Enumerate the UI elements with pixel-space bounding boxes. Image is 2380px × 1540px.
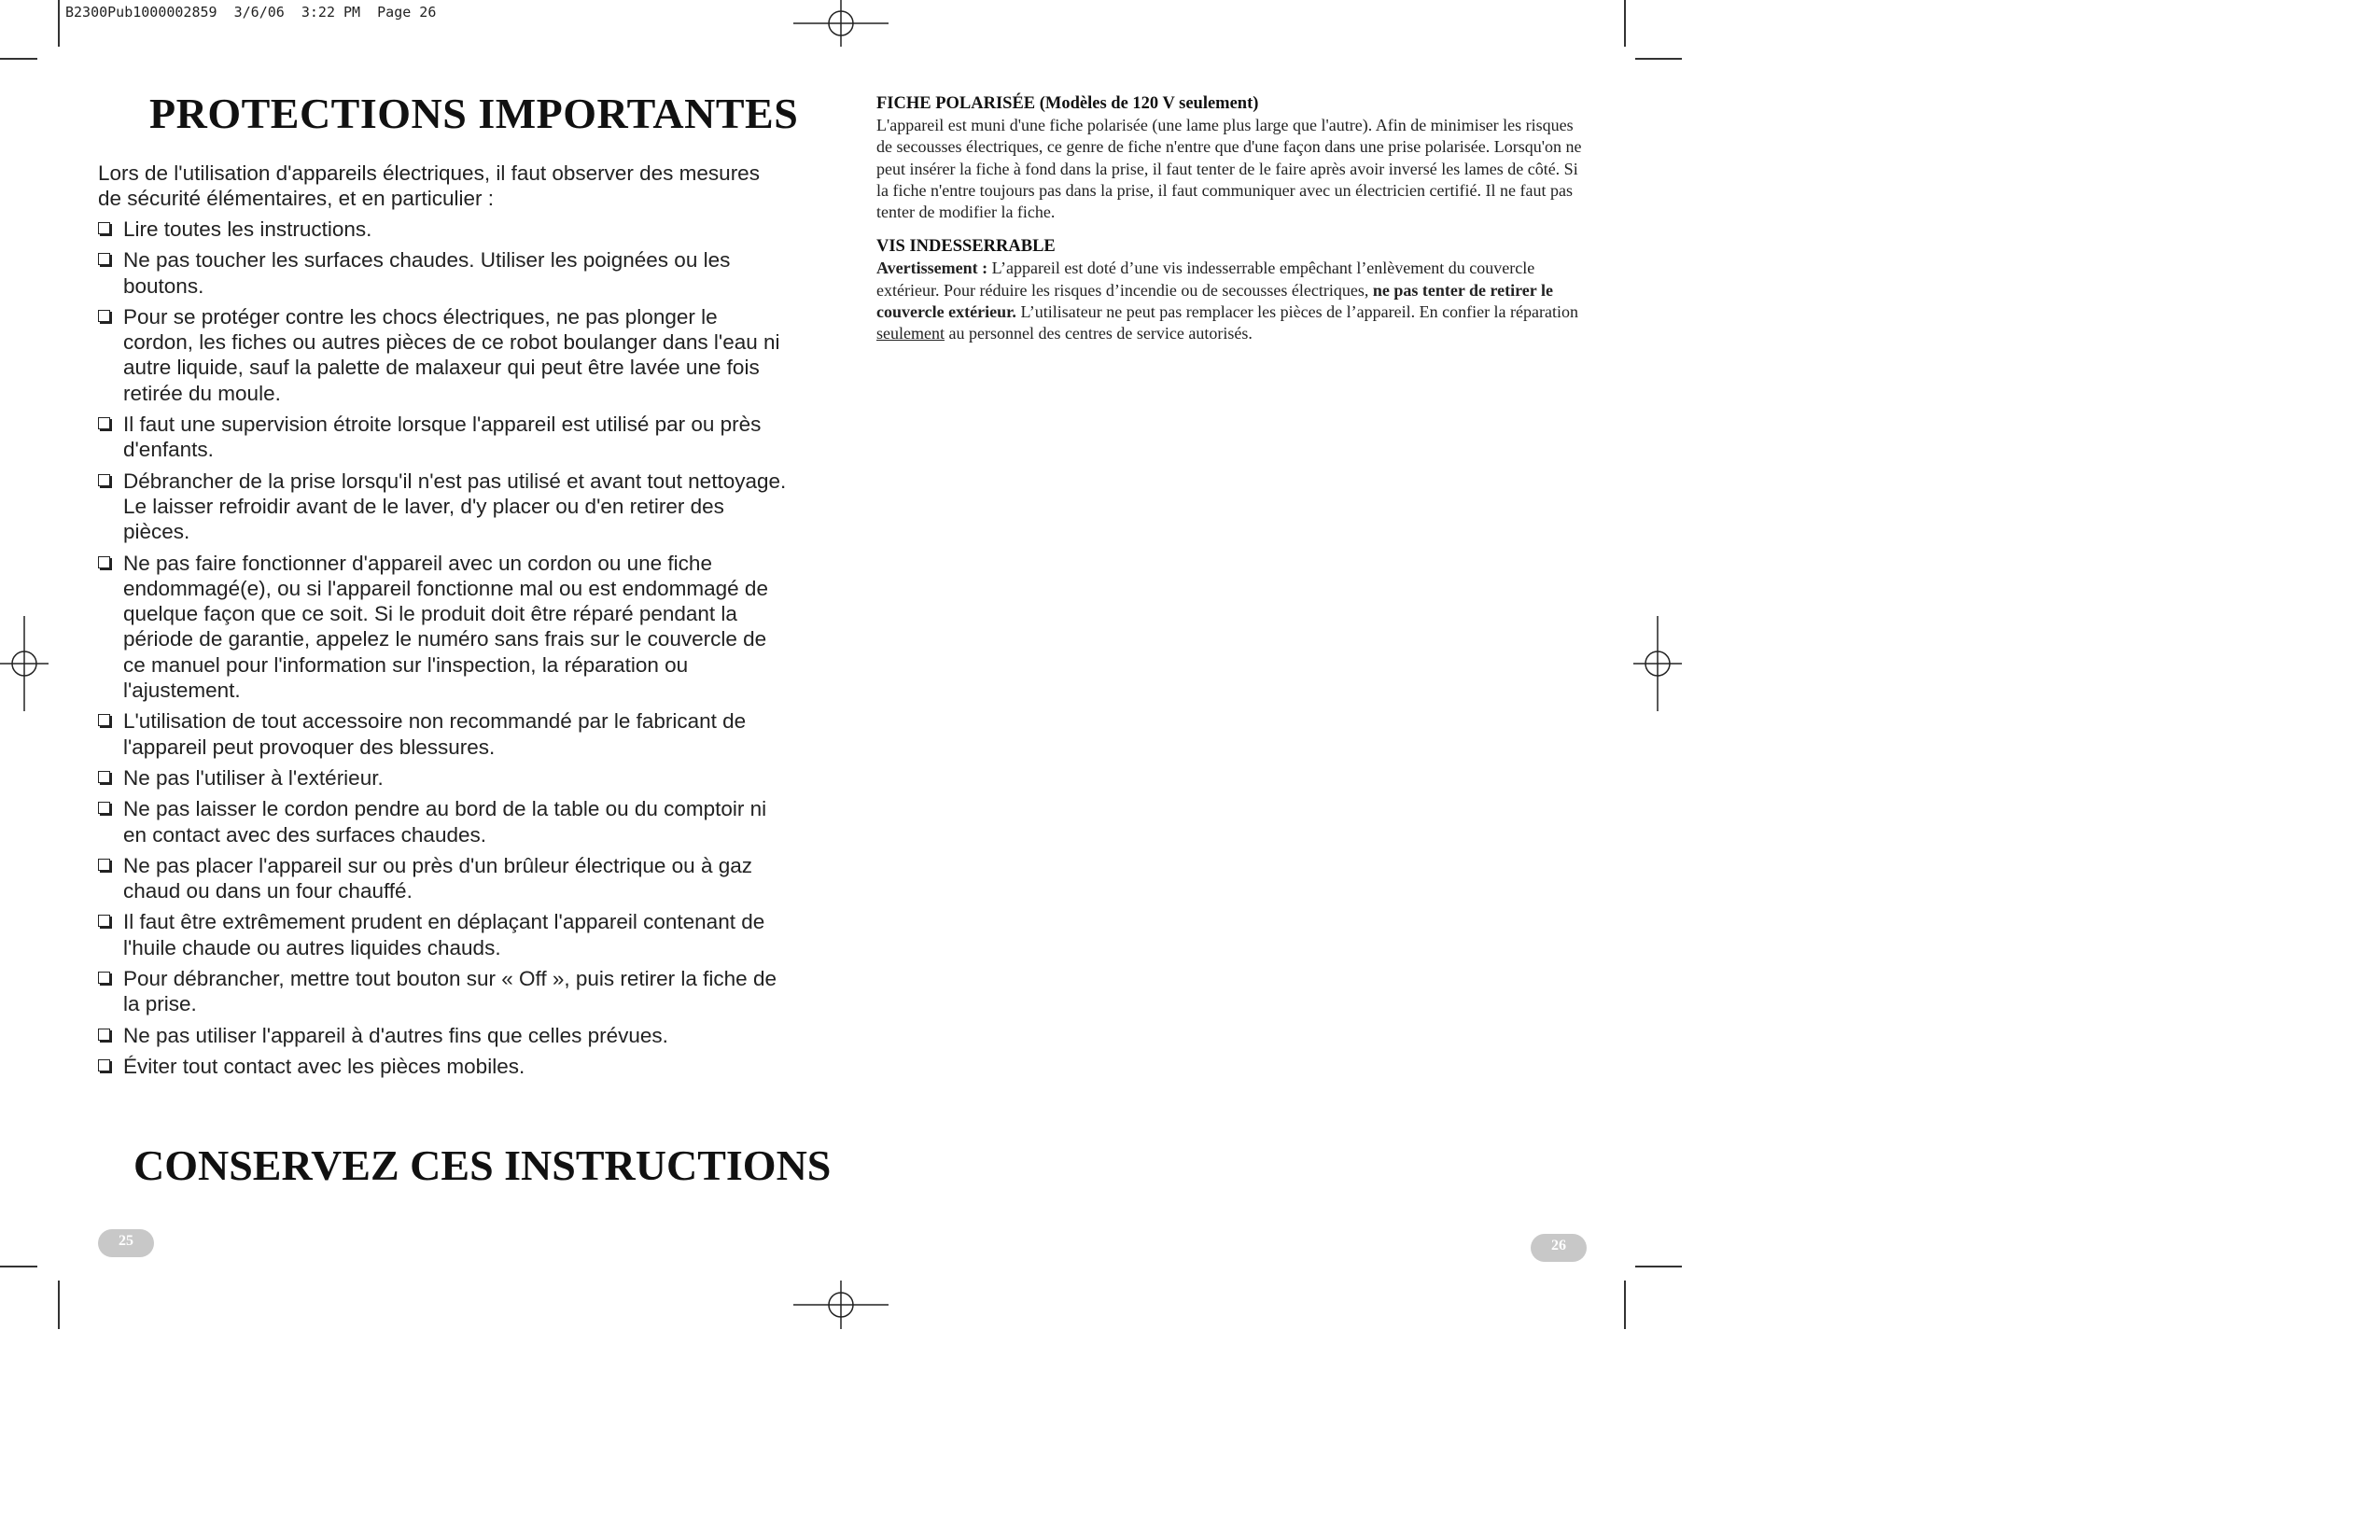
printer-slug: B2300Pub1000002859 3/6/06 3:22 PM Page 26 bbox=[65, 4, 437, 21]
registration-mark-left bbox=[0, 616, 49, 711]
safety-list bbox=[98, 217, 789, 1085]
list-item: Éviter tout contact avec les pièces mobiles. bbox=[98, 1054, 789, 1079]
polarized-plug-section bbox=[876, 93, 1586, 223]
list-item: Ne pas faire fonctionner d'appareil avec un cordon ou une fiche endommagé(e), ou si l'appareil fonctionne mal ou est endommagé de quelque façon que ce soit. Si le produit doit être réparé pendant la période de garantie, appelez le numéro sans frais sur le couvercle de ce manuel pour l'information sur l'inspection, la réparation ou l'ajustement. bbox=[98, 551, 789, 704]
underlined-word: seulement bbox=[876, 324, 945, 343]
list-item: Ne pas l'utiliser à l'extérieur. bbox=[98, 765, 789, 791]
checkbox-bullet-icon bbox=[98, 474, 110, 486]
list-item: Ne pas utiliser l'appareil à d'autres fins que celles prévues. bbox=[98, 1023, 789, 1048]
checkbox-bullet-icon bbox=[98, 859, 110, 871]
registration-mark-right bbox=[1633, 616, 1682, 711]
warning-label: Avertissement : bbox=[876, 259, 988, 278]
registration-mark-bottom bbox=[793, 1281, 889, 1329]
warning-emphasis: ne pas tenter de retirer le couvercle extérieur. bbox=[876, 280, 1553, 321]
checkbox-bullet-icon bbox=[98, 1029, 110, 1041]
checkbox-bullet-icon bbox=[98, 417, 110, 429]
checkbox-bullet-icon bbox=[98, 802, 110, 814]
list-item: Il faut une supervision étroite lorsque l'appareil est utilisé par ou près d'enfants. bbox=[98, 412, 789, 463]
section-text: Avertissement : L’appareil est doté d’une vis indesserrable empêchant l’enlèvement du couvercle extérieur. Pour réduire les risques d’incendie ou de secousses électriques, ne pas tenter de retirer le couvercle extérieur. L’utilisateur ne peut pas remplacer les pièces de l’appareil. En confier la réparation seulement au personnel des centres de service autorisés. bbox=[876, 259, 1579, 343]
list-item: Débrancher de la prise lorsqu'il n'est pas utilisé et avant tout nettoyage. Le laisser refroidir avant de le laver, d'y placer ou d'en retirer des pièces. bbox=[98, 469, 789, 545]
closing-title: CONSERVEZ CES INSTRUCTIONS bbox=[133, 1141, 832, 1189]
checkbox-bullet-icon bbox=[98, 972, 110, 984]
list-item: Pour débrancher, mettre tout bouton sur « Off », puis retirer la fiche de la prise. bbox=[98, 966, 789, 1017]
checkbox-bullet-icon bbox=[98, 714, 110, 726]
section-heading: FICHE POLARISÉE (Modèles de 120 V seulement) bbox=[876, 94, 1259, 113]
section-text: L'appareil est muni d'une fiche polarisée (une lame plus large que l'autre). Afin de minimiser les risques de secousses électriques, ce genre de fiche n'entre que d'une façon dans une prise polarisée. Lorsqu'on ne peut insérer la fiche à fond dans la prise, il faut tenter de le faire après avoir inversé les lames de côté. Si la fiche n'entre toujours pas dans la prise, il faut communiquer avec un électricien certifié. Il ne faut pas tenter de modifier la fiche. bbox=[876, 116, 1582, 222]
page-number-right: 26 bbox=[1531, 1234, 1587, 1262]
list-item: Ne pas toucher les surfaces chaudes. Utiliser les poignées ou les boutons. bbox=[98, 247, 789, 299]
registration-mark-top bbox=[793, 0, 889, 47]
page-number-left: 25 bbox=[98, 1229, 154, 1257]
checkbox-bullet-icon bbox=[98, 556, 110, 568]
list-item: Ne pas placer l'appareil sur ou près d'un brûleur électrique ou à gaz chaud ou dans un four chauffé. bbox=[98, 853, 789, 904]
tamper-screw-section bbox=[876, 236, 1586, 344]
right-page-content bbox=[876, 93, 1586, 357]
checkbox-bullet-icon bbox=[98, 771, 110, 783]
page-title: PROTECTIONS IMPORTANTES bbox=[149, 90, 799, 137]
checkbox-bullet-icon bbox=[98, 1059, 110, 1071]
intro-paragraph: Lors de l'utilisation d'appareils électriques, il faut observer des mesures de sécurité élémentaires, et en particulier : bbox=[98, 161, 760, 210]
checkbox-bullet-icon bbox=[98, 253, 110, 265]
list-item: Ne pas laisser le cordon pendre au bord de la table ou du comptoir ni en contact avec des surfaces chaudes. bbox=[98, 796, 789, 847]
list-item: Il faut être extrêmement prudent en déplaçant l'appareil contenant de l'huile chaude ou autres liquides chauds. bbox=[98, 909, 789, 960]
section-heading: VIS INDESSERRABLE bbox=[876, 237, 1056, 257]
checkbox-bullet-icon bbox=[98, 310, 110, 322]
list-item: Pour se protéger contre les chocs électriques, ne pas plonger le cordon, les fiches ou autres pièces de ce robot boulanger dans l'eau ni autre liquide, sauf la palette de malaxeur qui peut être lavée une fois retirée du moule. bbox=[98, 304, 789, 406]
list-item: Lire toutes les instructions. bbox=[98, 217, 789, 242]
checkbox-bullet-icon bbox=[98, 915, 110, 927]
checkbox-bullet-icon bbox=[98, 222, 110, 234]
list-item: L'utilisation de tout accessoire non recommandé par le fabricant de l'appareil peut provoquer des blessures. bbox=[98, 708, 789, 760]
